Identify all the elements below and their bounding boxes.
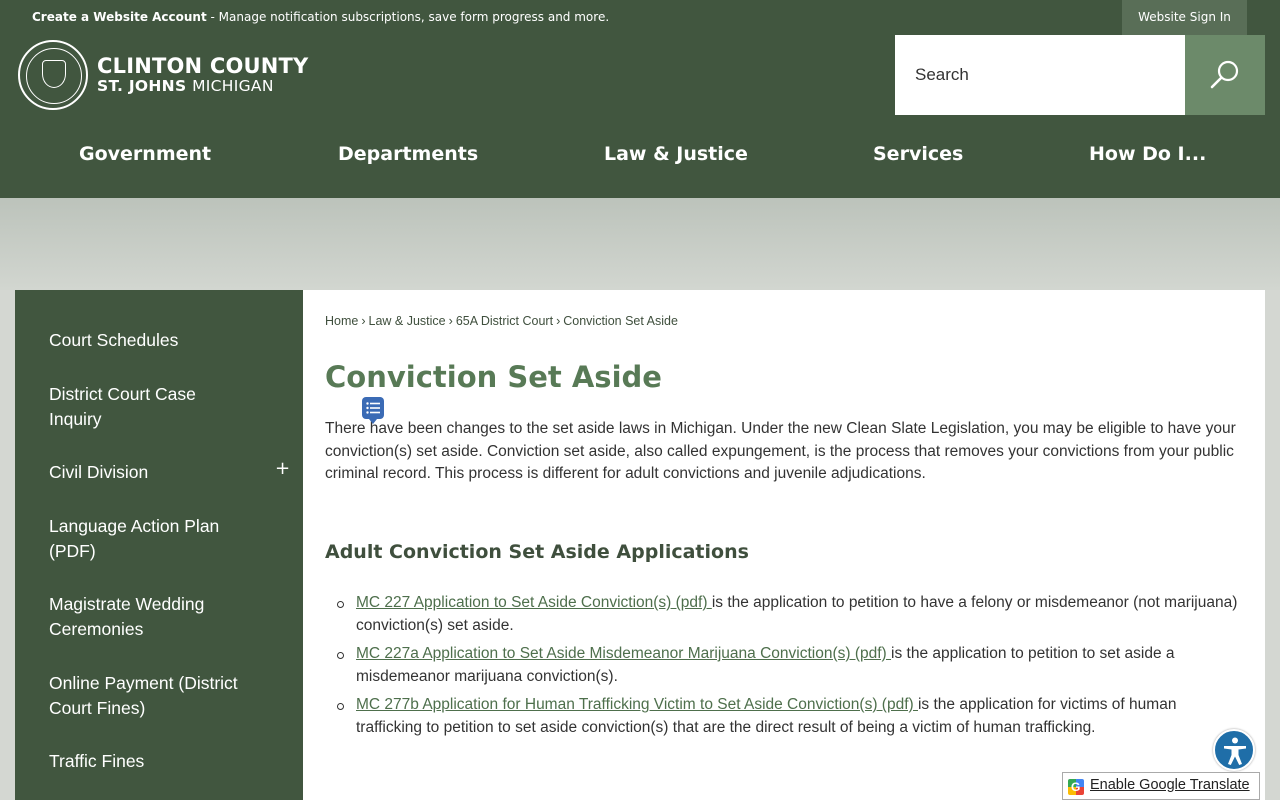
- sidebar-item-case-inquiry[interactable]: District Court Case Inquiry: [49, 384, 196, 429]
- breadcrumb-current: Conviction Set Aside: [563, 314, 678, 328]
- search-icon: [1209, 59, 1241, 91]
- notice-text: - Manage notification subscriptions, save form progress and more.: [206, 10, 610, 24]
- breadcrumb-separator: ›: [556, 314, 561, 328]
- intro-paragraph: There have been changes to the set aside laws in Michigan. Under the new Clean Slate Legislation, you may be eligible to have your conviction(s) set aside. Conviction set aside, also called expungement, is the process that removes your convictions from your public criminal record. This process is different for adult convictions and juvenile adjudications.: [325, 420, 1236, 482]
- county-logo[interactable]: [18, 40, 308, 110]
- nav-law-justice[interactable]: Law & Justice: [604, 143, 748, 165]
- breadcrumb: [325, 314, 678, 328]
- nav-how-do-i[interactable]: How Do I...: [1089, 143, 1207, 165]
- sidebar-item-traffic-fines[interactable]: Traffic Fines: [49, 751, 145, 771]
- accessibility-button[interactable]: [1213, 729, 1255, 771]
- logo-text: [97, 55, 308, 95]
- sidebar-item-magistrate-wedding[interactable]: Magistrate Wedding Ceremonies: [49, 594, 205, 639]
- translate-label: Enable Google Translate: [1090, 777, 1250, 793]
- list-item: [325, 643, 1243, 688]
- list-item-text: is the application to petition to have a felony or misdemeanor (not marijuana) conviction(s) set aside.: [356, 594, 1238, 634]
- breadcrumb-separator: ›: [448, 314, 453, 328]
- logo-state: MICHIGAN: [192, 77, 274, 95]
- section-heading: Adult Conviction Set Aside Applications: [325, 541, 749, 563]
- list-item-text: is the application for victims of human trafficking to petition to set aside conviction(s) that are the direct result of being a victim of human trafficking.: [356, 696, 1177, 736]
- mc227-link[interactable]: MC 227 Application to Set Aside Conviction(s) (pdf): [356, 594, 712, 611]
- nav-departments[interactable]: Departments: [338, 143, 479, 165]
- account-notice: [32, 10, 609, 24]
- table-of-contents-icon[interactable]: [362, 397, 384, 419]
- search-button[interactable]: [1185, 35, 1265, 115]
- mc227a-link[interactable]: MC 227a Application to Set Aside Misdemeanor Marijuana Conviction(s) (pdf): [356, 645, 892, 662]
- logo-city: ST. JOHNS: [97, 77, 193, 95]
- breadcrumb-district-court[interactable]: 65A District Court: [455, 314, 554, 328]
- logo-subtitle: [97, 77, 308, 95]
- google-translate-icon: [1068, 779, 1084, 795]
- list-item: [325, 592, 1243, 637]
- breadcrumb-home[interactable]: Home: [325, 314, 359, 328]
- list-item: [325, 694, 1243, 739]
- sidebar-item-language-action-plan[interactable]: Language Action Plan (PDF): [49, 516, 220, 561]
- list-item-text: is the application to petition to set aside a misdemeanor marijuana conviction(s).: [356, 645, 1175, 685]
- mc277b-link[interactable]: MC 277b Application for Human Trafficking Victim to Set Aside Conviction(s) (pdf): [356, 696, 918, 713]
- county-seal-icon: [18, 40, 88, 110]
- page-banner: [0, 198, 1280, 290]
- sidebar-item-court-schedules[interactable]: Court Schedules: [49, 330, 179, 350]
- site-header: [0, 35, 1280, 198]
- sidebar-item-online-payment[interactable]: Online Payment (District Court Fines): [49, 673, 238, 718]
- page-title: Conviction Set Aside: [325, 360, 662, 394]
- search-input[interactable]: [895, 35, 1185, 115]
- nav-services[interactable]: Services: [873, 143, 964, 165]
- list-icon: [366, 402, 380, 414]
- applications-list: [325, 592, 1243, 745]
- google-translate-button[interactable]: [1062, 772, 1260, 800]
- sidebar-nav: [15, 290, 303, 800]
- nav-government[interactable]: Government: [79, 143, 212, 165]
- sign-in-button[interactable]: Website Sign In: [1122, 0, 1247, 35]
- notification-bar: [0, 0, 1280, 35]
- sidebar-item-civil-division[interactable]: Civil Division: [49, 462, 149, 482]
- breadcrumb-law-justice[interactable]: Law & Justice: [368, 314, 446, 328]
- main-content: [303, 290, 1265, 800]
- main-nav: [0, 131, 1280, 181]
- create-account-link[interactable]: Create a Website Account: [32, 10, 207, 24]
- accessibility-icon: [1221, 736, 1249, 766]
- expand-civil-division-button[interactable]: +: [275, 458, 291, 479]
- breadcrumb-separator: ›: [361, 314, 366, 328]
- logo-title: CLINTON COUNTY: [97, 54, 309, 78]
